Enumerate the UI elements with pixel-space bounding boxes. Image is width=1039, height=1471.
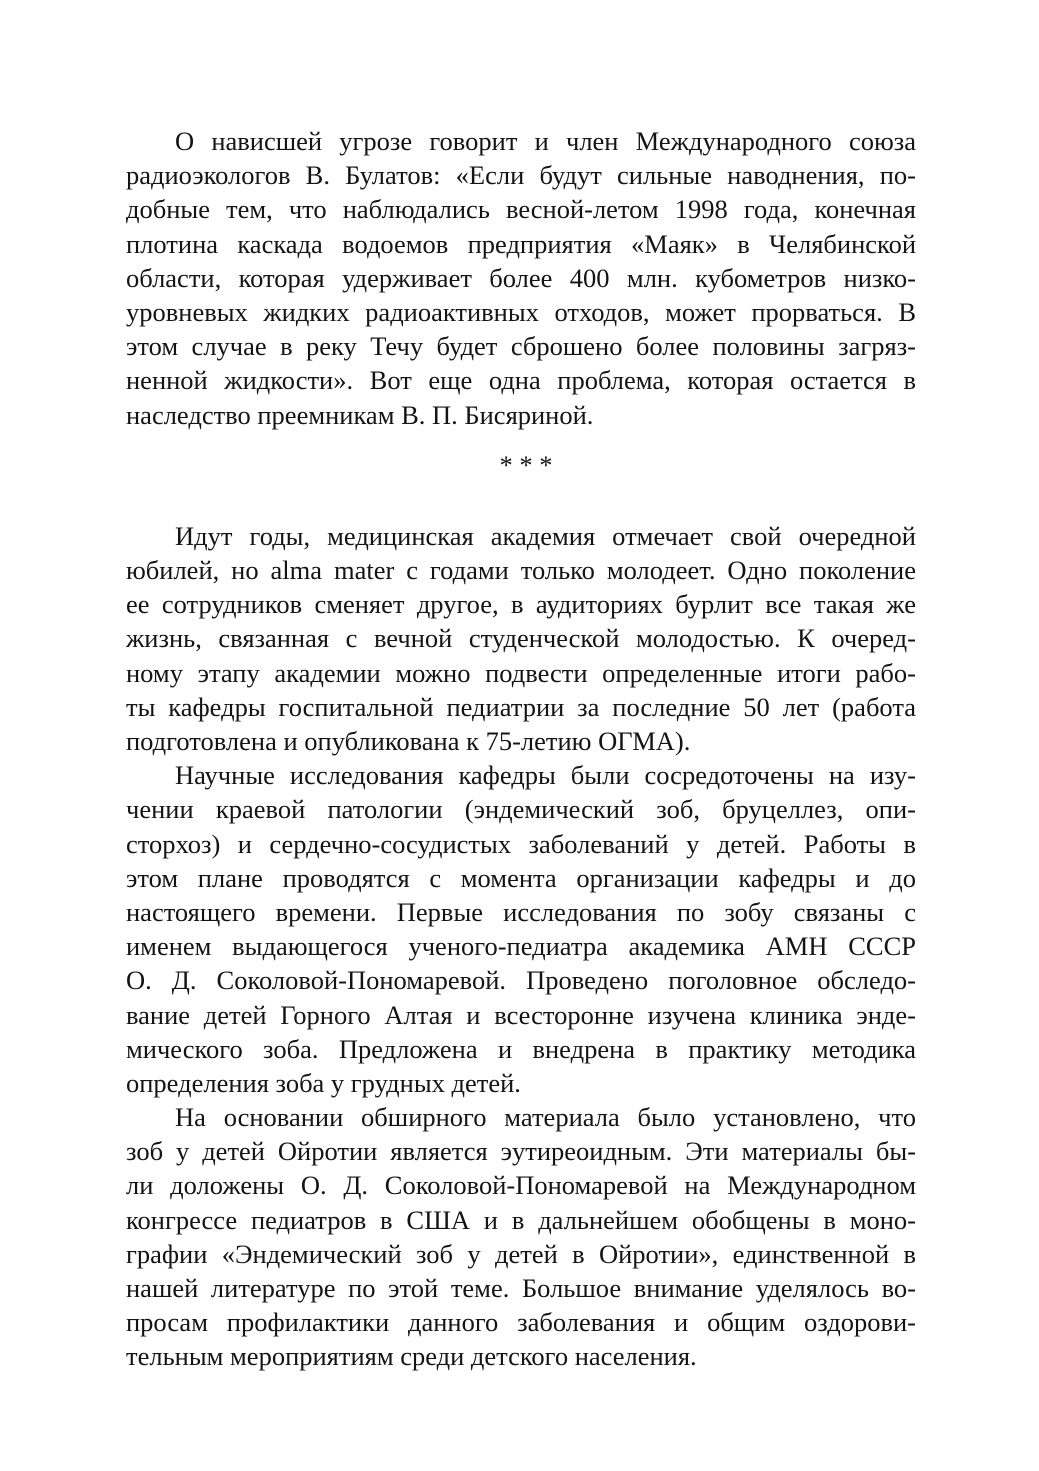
text-line: ты кафедры госпитальной педиатрии за последние 50 лет (работа — [126, 691, 916, 722]
text-line: подготовлена и опубликована к 75-летию ОГМА). — [126, 726, 691, 756]
section-separator: * * * — [499, 449, 553, 480]
text-line: наследство преемникам В. П. Бисяриной. — [126, 399, 594, 430]
text-line: Научные исследования кафедры были сосредоточены на изу- — [175, 760, 916, 791]
paragraph-1 — [126, 124, 916, 432]
text-line: ному этапу академии можно подвести определенные итоги рабо- — [126, 657, 916, 688]
document-page — [126, 124, 916, 1374]
text-line: именем выдающегося ученого-педиатра академика АМН СССР — [126, 931, 916, 962]
text-line: радиоэкологов В. Булатов: «Если будут сильные наводнения, по- — [126, 160, 916, 191]
text-line: ли доложены О. Д. Соколовой-Пономаревой на Международном — [126, 1170, 916, 1201]
text-line: просам профилактики данного заболевания и общим оздорови- — [126, 1307, 916, 1338]
text-line: На основании обширного материала было установлено, что — [175, 1102, 916, 1133]
paragraph-3 — [126, 758, 916, 1100]
text-line: области, которая удерживает более 400 млн. кубометров низко- — [126, 262, 916, 293]
text-line: добные тем, что наблюдались весной-летом 1998 года, конечная — [126, 194, 916, 225]
text-line: мического зоба. Предложена и внедрена в практику методика — [126, 1033, 916, 1064]
text-line: уровневых жидких радиоактивных отходов, может прорваться. В — [126, 296, 916, 327]
text-line: ненной жидкости». Вот еще одна проблема, которая остается в — [126, 365, 916, 396]
text-line: этом случае в реку Течу будет сброшено более половины загряз- — [126, 331, 916, 362]
text-line: этом плане проводятся с момента организации кафедры и до — [126, 862, 916, 893]
paragraph-2 — [126, 519, 916, 758]
text-line: О нависшей угрозе говорит и член Международного союза — [175, 126, 916, 156]
text-line: юбилей, но alma mater с годами только молодеет. Одно поколение — [126, 555, 916, 586]
text-line: конгрессе педиатров в США и в дальнейшем обобщены в моно- — [126, 1204, 916, 1235]
text-line: графии «Эндемический зоб у детей в Ойротии», единственной в — [126, 1238, 916, 1269]
text-line: ее сотрудников сменяет другое, в аудиториях бурлит все такая же — [126, 589, 916, 620]
text-line: настоящего времени. Первые исследования по зобу связаны с — [126, 896, 916, 927]
text-line: нашей литературе по этой теме. Большое внимание уделялось во- — [126, 1273, 916, 1303]
text-line: плотина каскада водоемов предприятия «Маяк» в Челябинской — [126, 228, 916, 259]
text-line: жизнь, связанная с вечной студенческой молодостью. К очеред- — [126, 623, 916, 654]
text-line: О. Д. Соколовой-Пономаревой. Проведено поголовное обследо- — [126, 965, 916, 996]
text-line: сторхоз) и сердечно-сосудистых заболеваний у детей. Работы в — [126, 828, 916, 859]
text-line: зоб у детей Ойротии является эутиреоидным. Эти материалы бы- — [126, 1136, 916, 1167]
text-line: чении краевой патологии (эндемический зоб, бруцеллез, опи- — [126, 794, 916, 825]
text-line: тельным мероприятиям среди детского населения. — [126, 1341, 697, 1372]
text-line: определения зоба у грудных детей. — [126, 1067, 521, 1098]
paragraph-4 — [126, 1100, 916, 1374]
text-line: Идут годы, медицинская академия отмечает свой очередной — [175, 520, 916, 551]
text-line: вание детей Горного Алтая и всесторонне изучена клиника энде- — [126, 999, 916, 1030]
